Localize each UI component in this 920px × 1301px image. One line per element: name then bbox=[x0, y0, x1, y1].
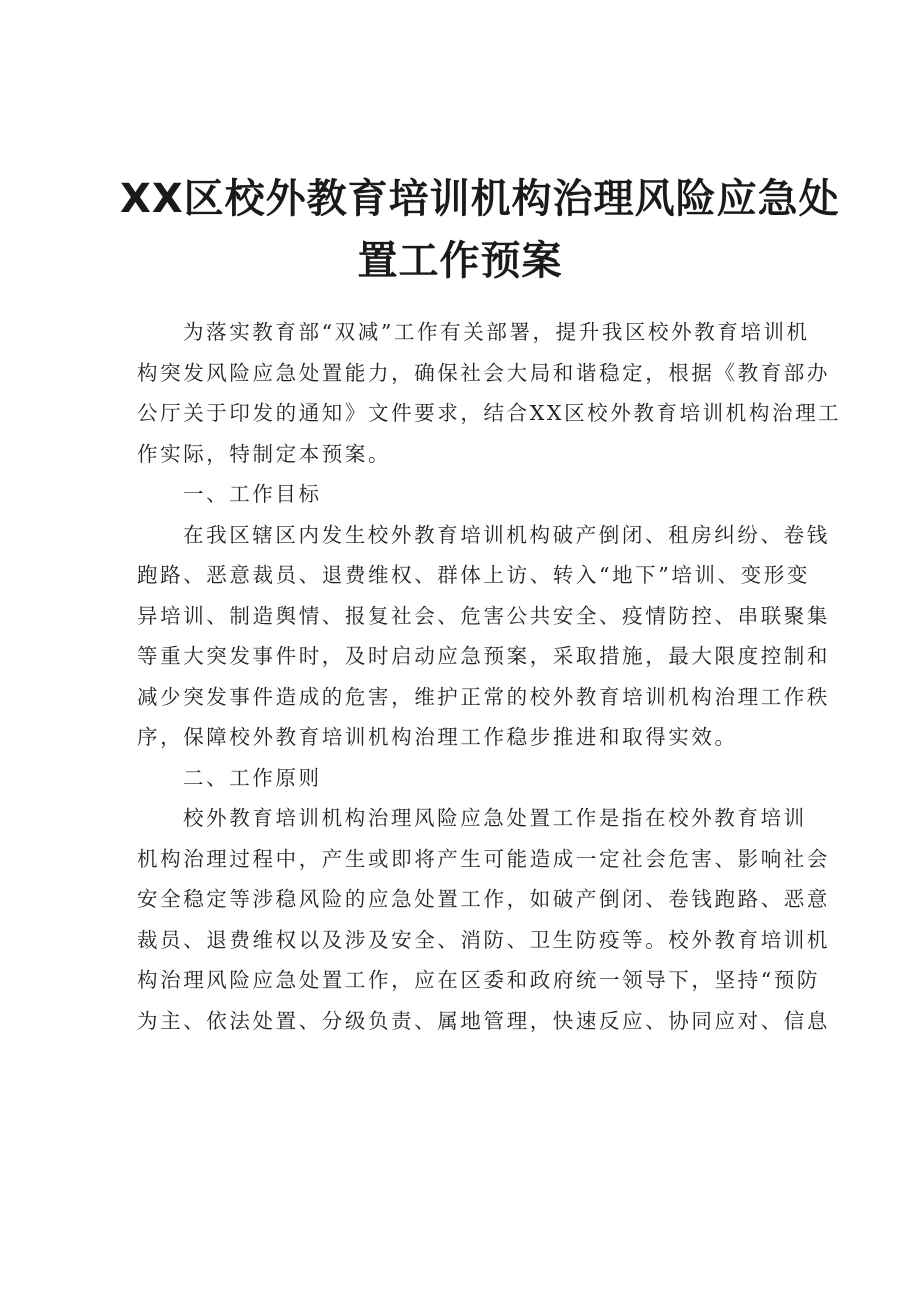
section-heading-goal bbox=[137, 474, 787, 515]
text-line: 跑路、恶意裁员、退费维权、群体上访、转入“地下”培训、变形变 bbox=[137, 563, 810, 587]
text-line: 安全稳定等涉稳风险的应急处置工作，如破产倒闭、卷钱跑路、恶意 bbox=[137, 887, 830, 911]
title-line-2: 置工作预案 bbox=[357, 238, 563, 284]
text-line: 异培训、制造舆情、报复社会、危害公共安全、疫情防控、串联聚集 bbox=[137, 603, 830, 628]
title-line-1: XX区校外教育培训机构治理风险应急处 bbox=[120, 176, 840, 222]
paragraph-goal bbox=[137, 515, 830, 758]
paragraph-principle bbox=[137, 798, 830, 1041]
section-heading-principle bbox=[137, 758, 787, 799]
text-line: 作实际，特制定本预案。 bbox=[137, 441, 392, 466]
text-line: 序，保障校外教育培训机构治理工作稳步推进和取得实效。 bbox=[137, 725, 738, 749]
section-heading: 二、工作原则 bbox=[183, 765, 322, 790]
text-line: 公厅关于印发的通知》文件要求，结合XX区校外教育培训机构治理工 bbox=[137, 401, 842, 425]
text-line: 为落实教育部“双减”工作有关部署，提升我区校外教育培训机 bbox=[183, 320, 810, 344]
text-line: 校外教育培训机构治理风险应急处置工作是指在校外教育培训 bbox=[183, 806, 807, 830]
text-line: 为主、依法处置、分级负责、属地管理，快速反应、协同应对、信息 bbox=[137, 1008, 830, 1033]
paragraph-intro bbox=[137, 312, 842, 474]
text-line: 在我区辖区内发生校外教育培训机构破产倒闭、租房纠纷、卷钱 bbox=[183, 522, 830, 547]
text-line: 减少突发事件造成的危害，维护正常的校外教育培训机构治理工作秩 bbox=[137, 684, 830, 709]
document-title bbox=[120, 168, 840, 292]
text-line: 构治理风险应急处置工作，应在区委和政府统一领导下，坚持“预防 bbox=[137, 968, 820, 992]
text-line: 构突发风险应急处置能力，确保社会大局和谐稳定，根据《教育部办 bbox=[137, 360, 830, 385]
text-line: 裁员、退费维权以及涉及安全、消防、卫生防疫等。校外教育培训机 bbox=[137, 927, 830, 952]
section-heading: 一、工作目标 bbox=[183, 482, 322, 506]
document-body bbox=[137, 312, 842, 1041]
text-line: 机构治理过程中，产生或即将产生可能造成一定社会危害、影响社会 bbox=[137, 846, 830, 871]
text-line: 等重大突发事件时，及时启动应急预案，采取措施，最大限度控制和 bbox=[137, 644, 830, 668]
